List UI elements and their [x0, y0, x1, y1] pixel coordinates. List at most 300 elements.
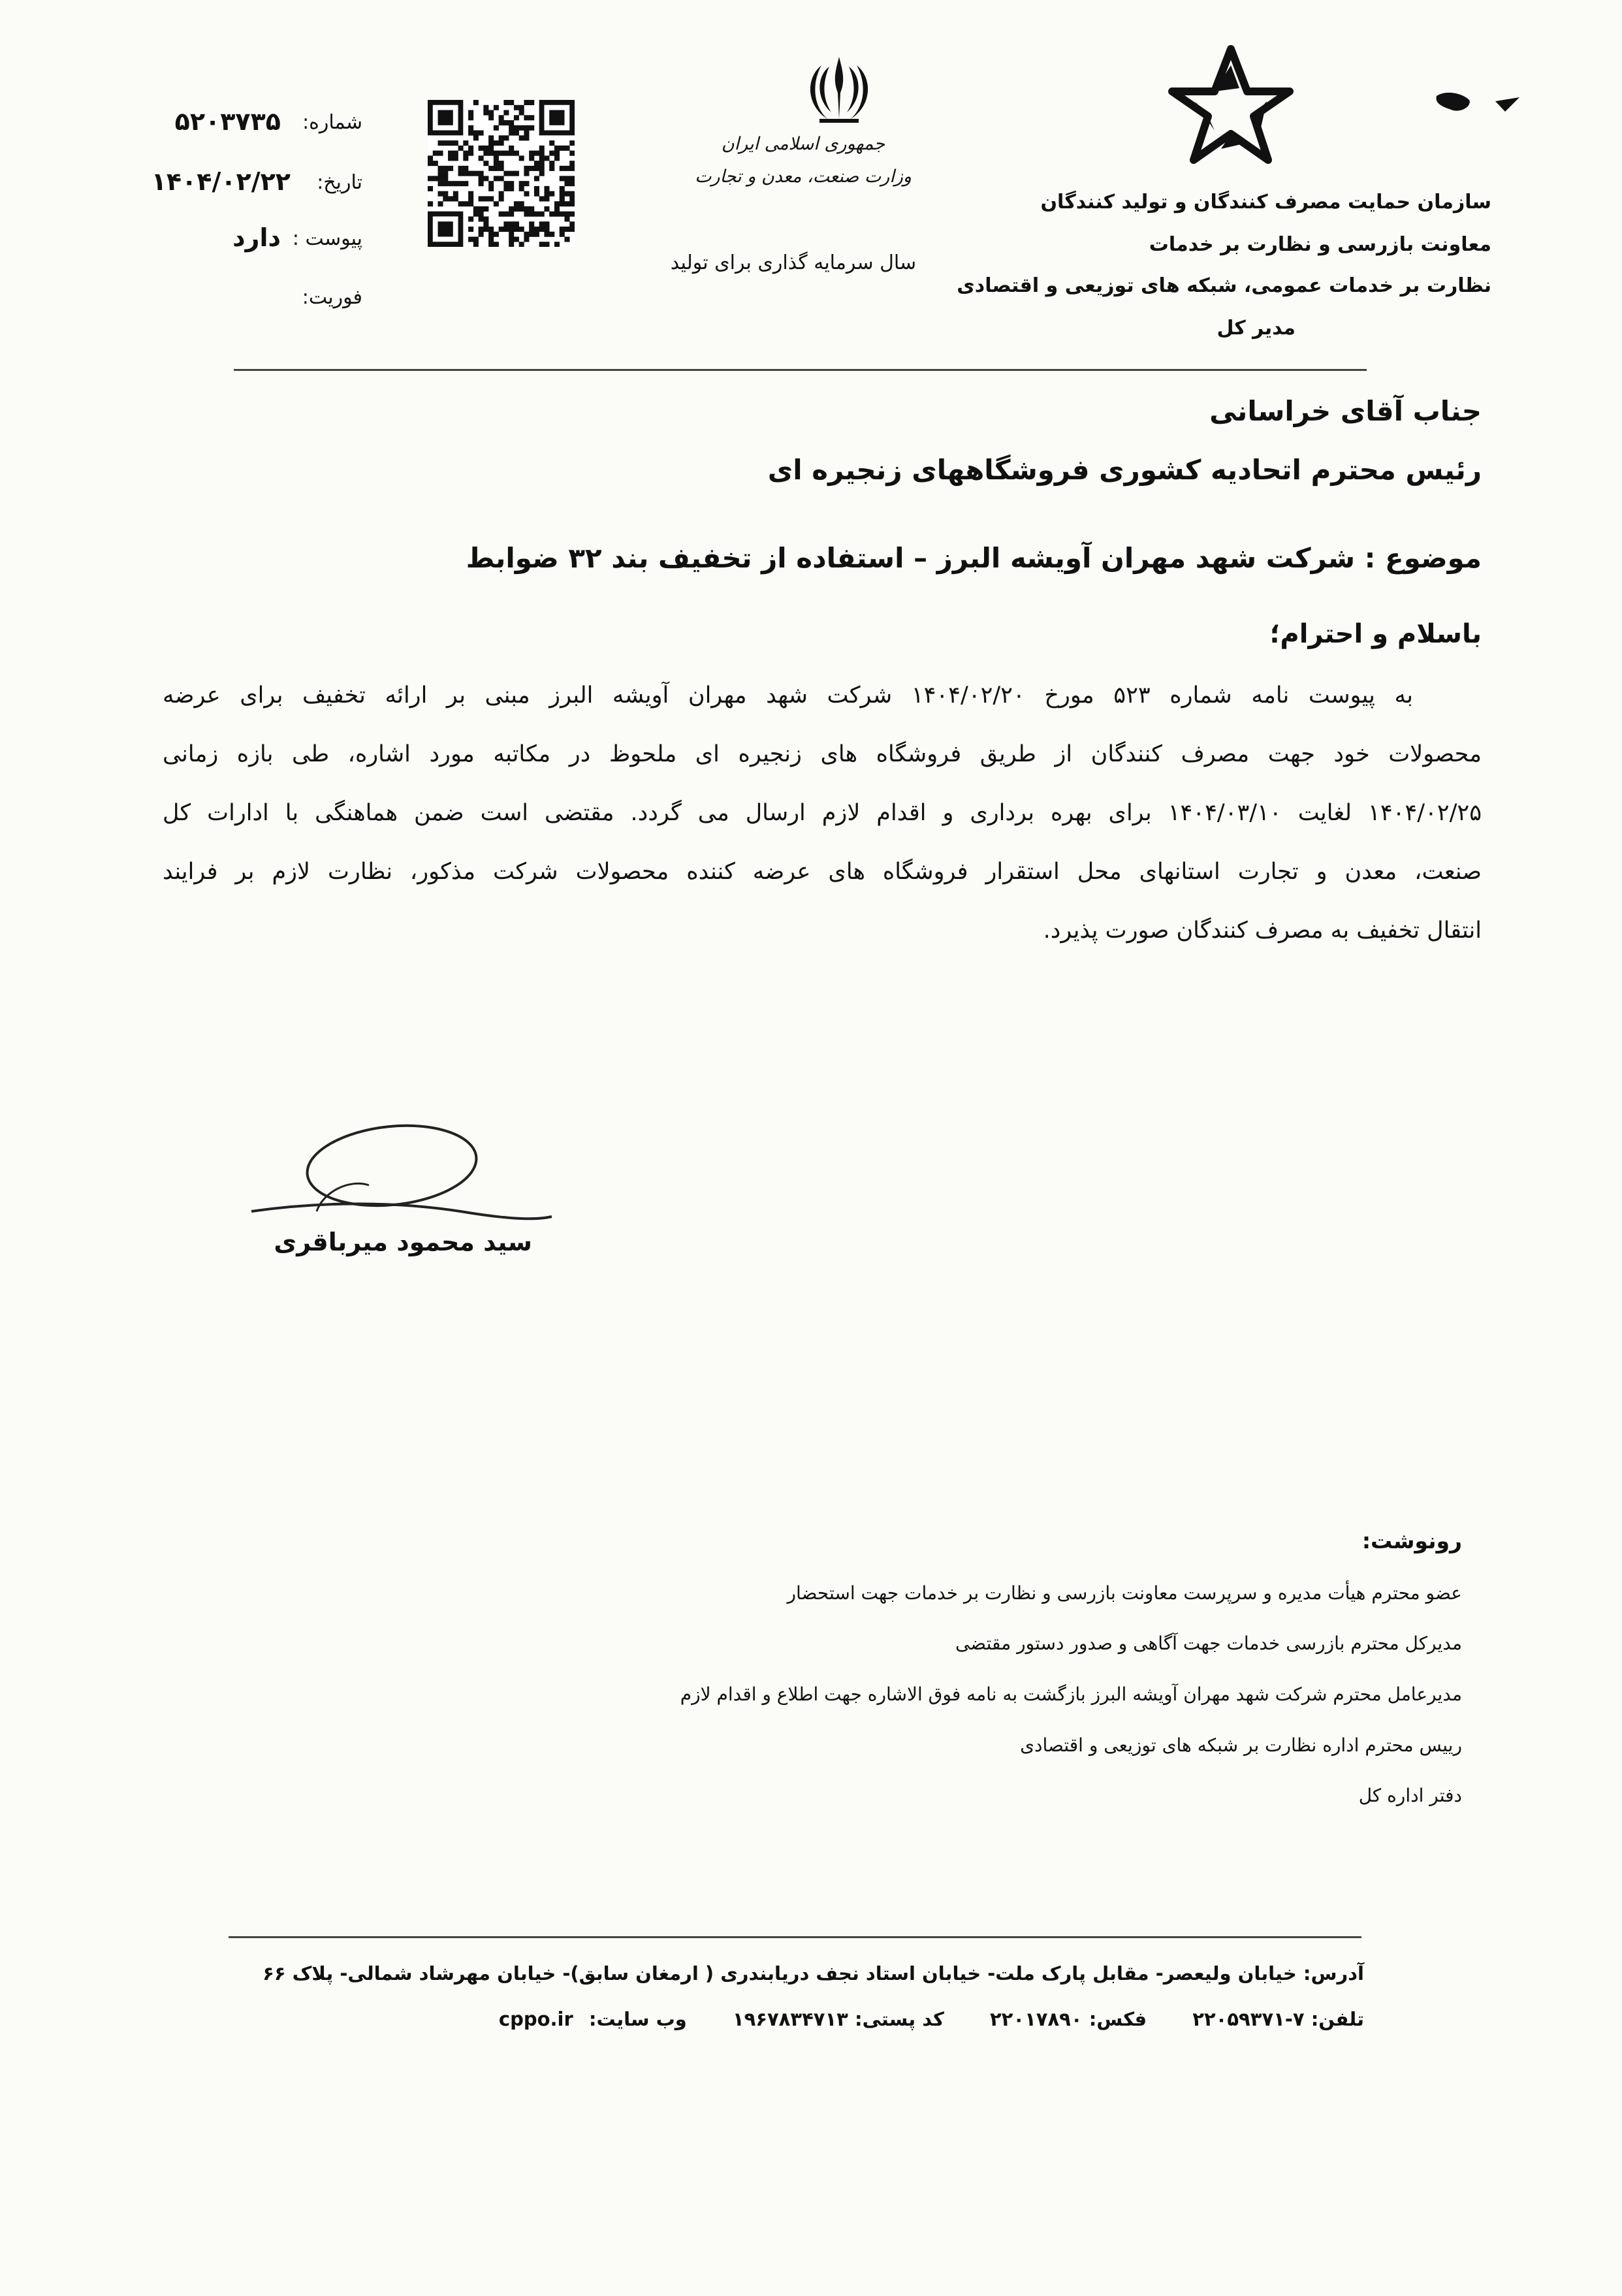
qr-module [509, 120, 514, 125]
qr-module [438, 166, 443, 171]
qr-module [443, 176, 448, 181]
qr-module [494, 140, 499, 146]
qr-module [569, 212, 575, 217]
qr-module [539, 227, 545, 232]
letter-number-row [101, 107, 362, 150]
qr-module [569, 166, 575, 171]
qr-module [519, 110, 524, 116]
qr-module [458, 181, 464, 186]
qr-module [529, 115, 534, 120]
qr-module [494, 166, 499, 171]
qr-module [569, 181, 575, 186]
qr-module [494, 242, 499, 247]
qr-module [539, 212, 545, 217]
qr-module [509, 227, 514, 232]
qr-module [443, 166, 448, 171]
qr-module [473, 131, 479, 136]
qr-module [549, 191, 554, 197]
qr-module [519, 181, 524, 186]
qr-module [534, 227, 539, 232]
qr-module [524, 100, 529, 105]
qr-module [448, 140, 453, 146]
footer-phone: تلفن: ۷-۲۲۰۵۹۳۷۱ [1192, 2008, 1364, 2030]
qr-module [503, 212, 509, 217]
body-line-4: صنعت، معدن و تجارت استانهای محل استقرار فروشگاه های عرضه کننده محصولات شرکت مذکور، نظارت لازم بر فرایند [163, 859, 1482, 885]
qr-module [509, 221, 514, 227]
qr-module [479, 146, 484, 151]
qr-module [524, 236, 529, 242]
qr-module [564, 227, 569, 232]
body-line-3: ۱۴۰۴/۰۲/۲۵ لغایت ۱۴۰۴/۰۳/۱۰ برای بهره برداری و اقدام لازم ارسال می گردد. مقتضی است ضمن هماهنگی با ادارات کل [163, 800, 1482, 826]
qr-module [509, 212, 514, 217]
iran-emblem-icon [800, 54, 878, 125]
qr-module [524, 232, 529, 237]
qr-module [514, 236, 519, 242]
qr-module [488, 146, 494, 151]
qr-module [514, 131, 519, 136]
qr-module [433, 176, 438, 181]
qr-module [438, 181, 443, 186]
qr-module [488, 115, 494, 120]
qr-module [428, 186, 433, 191]
qr-code [428, 100, 575, 247]
qr-module [534, 161, 539, 166]
qr-module [458, 166, 464, 171]
qr-module [564, 176, 569, 181]
qr-module [428, 155, 433, 161]
qr-module [499, 161, 504, 166]
qr-module [560, 191, 565, 197]
qr-module [488, 236, 494, 242]
qr-module [438, 201, 443, 206]
cc-item-4: رییس محترم اداره نظارت بر شبکه های توزیعی و اقتصادی [1020, 1734, 1462, 1756]
qr-module [443, 191, 448, 197]
qr-module [499, 151, 504, 156]
qr-module [438, 151, 443, 156]
qr-module [483, 151, 488, 156]
qr-module [534, 186, 539, 191]
qr-module [483, 227, 488, 232]
signatory-name: سید محمود میرباقری [274, 1228, 532, 1256]
qr-module [479, 176, 484, 181]
header-divider [234, 369, 1367, 371]
qr-module [494, 125, 499, 131]
footer-address: آدرس: خیابان ولیعصر- مقابل پارک ملت- خیابان استاد نجف دریابندری ( ارمغان سابق)- خیابان مهرشاد شمالی- پلاک ۶۶ [262, 1962, 1364, 1985]
qr-module [569, 176, 575, 181]
qr-module [509, 151, 514, 156]
qr-module [488, 227, 494, 232]
qr-module [499, 115, 504, 120]
qr-module [544, 221, 549, 227]
qr-module [473, 206, 479, 212]
year-slogan: سال سرمایه گذاری برای تولید [670, 251, 917, 274]
qr-module [539, 161, 545, 166]
letter-greeting: باسلام و احترام؛ [1269, 619, 1482, 649]
qr-module [544, 186, 549, 191]
body-line-5: انتقال تخفیف به مصرف کنندگان صورت پذیرد. [1043, 917, 1482, 944]
qr-module [544, 206, 549, 212]
qr-module [560, 146, 565, 151]
qr-module [539, 171, 545, 176]
qr-module [554, 206, 560, 212]
qr-module [479, 196, 484, 201]
qr-module [473, 135, 479, 140]
qr-module [458, 146, 464, 151]
qr-module [529, 227, 534, 232]
qr-module [488, 135, 494, 140]
cc-item-5: دفتر اداره کل [1358, 1785, 1462, 1806]
qr-module [499, 120, 504, 125]
qr-module [564, 146, 569, 151]
qr-module [549, 140, 554, 146]
qr-module [479, 131, 484, 136]
signature [245, 1113, 558, 1283]
qr-module [483, 196, 488, 201]
qr-module [524, 115, 529, 120]
qr-module [483, 161, 488, 166]
qr-module [509, 232, 514, 237]
qr-module [468, 201, 473, 206]
qr-module [494, 176, 499, 181]
org-line-3: نظارت بر خدمات عمومی، شبکه های توزیعی و اقتصادی [957, 274, 1491, 297]
qr-module [463, 140, 468, 146]
qr-module [448, 151, 453, 156]
qr-module [529, 125, 534, 131]
qr-module [529, 212, 534, 217]
qr-module [560, 232, 565, 237]
qr-module [569, 227, 575, 232]
qr-module [468, 115, 473, 120]
qr-module [524, 166, 529, 171]
qr-module [499, 227, 504, 232]
qr-module [519, 125, 524, 131]
qr-module [560, 196, 565, 201]
letter-subject: موضوع : شرکت شهد مهران آویشه البرز – استفاده از تخفیف بند ۳۲ ضوابط [466, 542, 1482, 574]
qr-module [564, 201, 569, 206]
qr-module [554, 201, 560, 206]
qr-module [443, 181, 448, 186]
letter-date-value: ۱۴۰۴/۰۲/۲۲ [151, 167, 291, 196]
qr-module [549, 166, 554, 171]
qr-module [488, 166, 494, 171]
qr-module [509, 131, 514, 136]
qr-module [438, 171, 443, 176]
qr-module [529, 155, 534, 161]
qr-module [554, 151, 560, 156]
qr-module [524, 131, 529, 136]
recipient-title: رئیس محترم اتحادیه کشوری فروشگاههای زنجیره ای [767, 454, 1482, 486]
qr-module [483, 105, 488, 110]
qr-module [534, 232, 539, 237]
cc-title: رونوشت: [1361, 1528, 1462, 1554]
qr-module [503, 227, 509, 232]
qr-module [564, 166, 569, 171]
cc-item-3: مدیرعامل محترم شرکت شهد مهران آویشه البرز بازگشت به نامه فوق الاشاره جهت اطلاع و اقدام لازم [680, 1683, 1462, 1705]
footer-website-link[interactable]: cppo.ir [498, 2008, 573, 2030]
qr-module [534, 151, 539, 156]
qr-module [503, 181, 509, 186]
qr-finder [438, 221, 453, 236]
letter-number-label: شماره: [302, 111, 362, 134]
qr-module [468, 191, 473, 197]
qr-module [488, 110, 494, 116]
qr-module [524, 206, 529, 212]
qr-module [503, 221, 509, 227]
qr-module [539, 151, 545, 156]
qr-module [529, 232, 534, 237]
qr-module [544, 232, 549, 237]
qr-module [539, 221, 545, 227]
qr-module [564, 216, 569, 221]
qr-module [428, 201, 433, 206]
qr-module [539, 146, 545, 151]
qr-module [499, 140, 504, 146]
qr-module [438, 191, 443, 197]
qr-module [524, 135, 529, 140]
qr-module [554, 155, 560, 161]
qr-module [503, 120, 509, 125]
qr-module [494, 161, 499, 166]
body-line-1: به پیوست نامه شماره ۵۲۳ مورخ ۱۴۰۴/۰۲/۲۰ شرکت شهد مهران آویشه البرز مبنی بر ارائه تخفیف برای عرضه [163, 682, 1414, 709]
attachment-row [101, 223, 362, 266]
qr-module [433, 151, 438, 156]
qr-module [443, 171, 448, 176]
qr-module [569, 221, 575, 227]
urgency-label: فوریت: [302, 286, 362, 309]
qr-module [514, 125, 519, 131]
qr-module [503, 100, 509, 105]
qr-module [534, 191, 539, 197]
footer-fax: فکس: ۲۲۰۱۷۸۹۰ [989, 2008, 1147, 2030]
qr-module [499, 191, 504, 197]
qr-module [448, 196, 453, 201]
qr-module [560, 186, 565, 191]
qr-module [494, 201, 499, 206]
org-line-2: معاونت بازرسی و نظارت بر خدمات [1149, 233, 1491, 256]
qr-module [479, 155, 484, 161]
qr-module [479, 181, 484, 186]
qr-module [564, 236, 569, 242]
qr-module [524, 171, 529, 176]
qr-module [529, 221, 534, 227]
qr-module [453, 140, 458, 146]
letter-date-row [101, 167, 362, 210]
qr-module [488, 196, 494, 201]
qr-module [503, 186, 509, 191]
qr-module [539, 166, 545, 171]
qr-module [544, 227, 549, 232]
qr-module [479, 206, 484, 212]
qr-module [519, 206, 524, 212]
qr-module [473, 236, 479, 242]
qr-module [569, 161, 575, 166]
qr-module [519, 227, 524, 232]
qr-module [468, 236, 473, 242]
qr-module [468, 125, 473, 131]
qr-module [483, 206, 488, 212]
qr-module [519, 135, 524, 140]
qr-module [488, 151, 494, 156]
cc-item-2: مدیرکل محترم بازرسی خدمات جهت آگاهی و صدور دستور مقتضی [955, 1633, 1462, 1654]
qr-module [509, 100, 514, 105]
qr-module [509, 186, 514, 191]
qr-module [483, 146, 488, 151]
qr-module [483, 221, 488, 227]
urgency-row [101, 286, 362, 325]
qr-module [479, 212, 484, 217]
qr-module [549, 161, 554, 166]
qr-module [519, 242, 524, 247]
qr-module [494, 105, 499, 110]
qr-module [509, 146, 514, 151]
footer-divider [229, 1936, 1361, 1938]
qr-module [468, 131, 473, 136]
qr-module [453, 151, 458, 156]
qr-module [488, 181, 494, 186]
qr-module [549, 151, 554, 156]
qr-module [524, 191, 529, 197]
qr-module [483, 216, 488, 221]
org-line-1: سازمان حمایت مصرف کنندگان و تولید کنندگان [1040, 191, 1491, 214]
qr-module [549, 232, 554, 237]
qr-module [509, 171, 514, 176]
qr-module [433, 161, 438, 166]
qr-module [463, 171, 468, 176]
qr-module [494, 155, 499, 161]
qr-module [549, 212, 554, 217]
qr-module [509, 125, 514, 131]
qr-module [488, 232, 494, 237]
qr-module [514, 151, 519, 156]
qr-module [524, 181, 529, 186]
qr-module [488, 140, 494, 146]
qr-module [438, 140, 443, 146]
qr-module [494, 232, 499, 237]
qr-module [534, 166, 539, 171]
qr-module [529, 206, 534, 212]
letter-number-value: ۵۲۰۳۷۳۵ [174, 107, 281, 136]
qr-module [453, 155, 458, 161]
qr-module [534, 212, 539, 217]
emblem-line-country: جمهوری اسلامی ایران [721, 134, 885, 154]
qr-module [560, 176, 565, 181]
footer-contact [254, 2008, 1364, 2030]
qr-module [468, 110, 473, 116]
qr-module [569, 201, 575, 206]
qr-module [529, 166, 534, 171]
qr-module [499, 176, 504, 181]
qr-module [473, 212, 479, 217]
qr-module [503, 135, 509, 140]
recipient-name: جناب آقای خراسانی [1209, 395, 1482, 427]
letter-date-label: تاریخ: [317, 171, 362, 194]
qr-module [524, 125, 529, 131]
qr-module [560, 227, 565, 232]
qr-module [539, 242, 545, 247]
qr-module [473, 242, 479, 247]
qr-module [483, 110, 488, 116]
qr-module [494, 151, 499, 156]
qr-module [458, 201, 464, 206]
qr-module [453, 181, 458, 186]
qr-module [499, 166, 504, 171]
qr-module [468, 151, 473, 156]
qr-module [463, 166, 468, 171]
qr-module [519, 155, 524, 161]
footer-postal: کد پستی: ۱۹۶۷۸۳۴۷۱۳ [732, 2008, 944, 2030]
qr-module [479, 232, 484, 237]
qr-module [514, 171, 519, 176]
qr-module [569, 151, 575, 156]
qr-finder [438, 110, 453, 125]
qr-module [539, 196, 545, 201]
qr-module [514, 201, 519, 206]
emblem-line-ministry: وزارت صنعت، معدن و تجارت [695, 167, 912, 187]
qr-module [564, 212, 569, 217]
qr-module [514, 115, 519, 120]
qr-module [514, 206, 519, 212]
cc-item-1: عضو محترم هیأت مدیره و سرپرست معاونت بازرسی و نظارت بر خدمات جهت استحضار [787, 1582, 1462, 1604]
qr-module [468, 227, 473, 232]
qr-module [514, 227, 519, 232]
qr-finder [549, 110, 564, 125]
ink-stain [1433, 88, 1525, 121]
qr-module [569, 140, 575, 146]
qr-module [453, 196, 458, 201]
qr-module [499, 135, 504, 140]
qr-module [473, 100, 479, 105]
qr-module [453, 191, 458, 197]
qr-module [448, 155, 453, 161]
qr-module [468, 146, 473, 151]
qr-module [569, 191, 575, 197]
qr-module [463, 151, 468, 156]
qr-module [499, 212, 504, 217]
qr-module [438, 176, 443, 181]
attachment-value: دارد [232, 223, 281, 252]
qr-module [544, 242, 549, 247]
qr-module [560, 201, 565, 206]
qr-module [554, 146, 560, 151]
qr-module [564, 181, 569, 186]
qr-module [483, 176, 488, 181]
qr-module [544, 155, 549, 161]
qr-module [463, 201, 468, 206]
org-logo-icon [1162, 39, 1299, 170]
qr-module [443, 196, 448, 201]
qr-module [499, 196, 504, 201]
qr-module [448, 181, 453, 186]
qr-module [560, 166, 565, 171]
qr-module [509, 242, 514, 247]
qr-module [509, 181, 514, 186]
qr-module [479, 216, 484, 221]
org-line-4: مدیر کل [1216, 317, 1296, 340]
qr-module [514, 105, 519, 110]
qr-module [473, 171, 479, 176]
qr-module [479, 227, 484, 232]
qr-module [544, 196, 549, 201]
qr-module [479, 171, 484, 176]
qr-module [569, 196, 575, 201]
qr-module [529, 151, 534, 156]
body-line-2: محصولات خود جهت مصرف کنندگان از طریق فروشگاه های زنجیره ای ملحوظ در مکاتبه مورد اشاره، طی بازه زمانی [163, 741, 1482, 767]
attachment-label: پیوست : [292, 227, 362, 250]
qr-module [524, 212, 529, 217]
qr-module [509, 236, 514, 242]
qr-module [544, 191, 549, 197]
qr-module [519, 105, 524, 110]
